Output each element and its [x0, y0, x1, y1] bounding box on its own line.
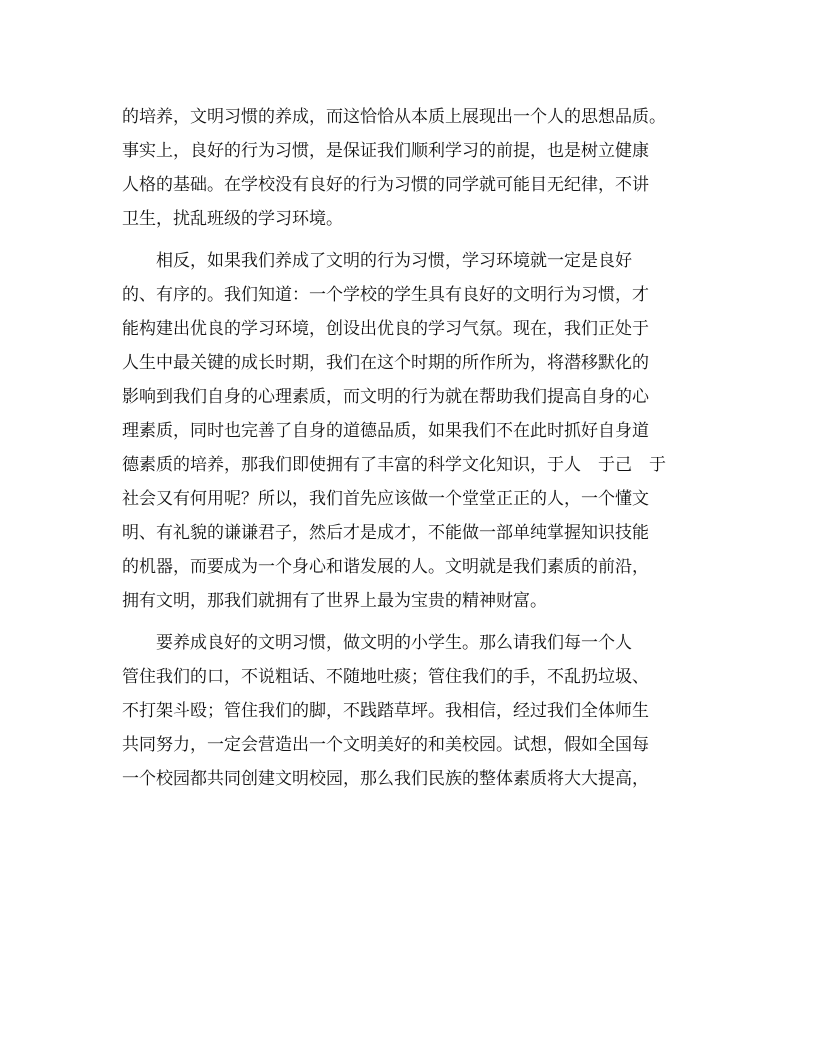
paragraph-spacer — [122, 618, 702, 626]
text-line: 社会又有何用呢？所以，我们首先应该做一个堂堂正正的人，一个懂文 — [122, 489, 649, 509]
text-line: 不打架斗殴；管住我们的脚，不践踏草坪。我相信，经过我们全体师生 — [122, 701, 649, 721]
text-line: 明、有礼貌的谦谦君子，然后才是成才，不能做一部单纯掌握知识技能 — [122, 523, 649, 543]
text-line: 影响到我们自身的心理素质，而文明的行为就在帮助我们提高自身的心 — [122, 387, 649, 407]
text-line: 能构建出优良的学习环境，创设出优良的学习气氛。现在，我们正处于 — [122, 319, 649, 339]
paragraph-2 — [122, 244, 702, 618]
text-line: 管住我们的口，不说粗话、不随地吐痰；管住我们的手，不乱扔垃圾、 — [122, 667, 649, 687]
text-line: 卫生，扰乱班级的学习环境。 — [122, 209, 343, 229]
text-line: 要养成良好的文明习惯，做文明的小学生。那么请我们每一个人 — [122, 633, 632, 653]
text-line: 的培养，文明习惯的养成，而这恰恰从本质上展现出一个人的思想品质。 — [122, 107, 666, 127]
text-line: 人格的基础。在学校没有良好的行为习惯的同学就可能目无纪律，不讲 — [122, 175, 649, 195]
text-line: 拥有文明，那我们就拥有了世界上最为宝贵的精神财富。 — [122, 591, 547, 611]
text-line: 理素质，同时也完善了自身的道德品质，如果我们不在此时抓好自身道 — [122, 421, 649, 441]
text-line: 人生中最关键的成长时期，我们在这个时期的所作所为，将潜移默化的 — [122, 353, 649, 373]
text-line: 一个校园都共同创建文明校园，那么我们民族的整体素质将大大提高， — [122, 769, 649, 789]
text-line: 德素质的培养，那我们即使拥有了丰富的科学文化知识，于人 于己 于 — [122, 455, 666, 475]
text-line: 相反，如果我们养成了文明的行为习惯，学习环境就一定是良好 — [122, 251, 632, 271]
document-body — [122, 100, 702, 796]
paragraph-3 — [122, 626, 702, 796]
text-line: 的机器，而要成为一个身心和谐发展的人。文明就是我们素质的前沿， — [122, 557, 649, 577]
paragraph-spacer — [122, 236, 702, 244]
text-line: 的、有序的。我们知道：一个学校的学生具有良好的文明行为习惯，才 — [122, 285, 649, 305]
text-line: 共同努力，一定会营造出一个文明美好的和美校园。试想，假如全国每 — [122, 735, 649, 755]
paragraph-1 — [122, 100, 702, 236]
text-line: 事实上，良好的行为习惯，是保证我们顺利学习的前提，也是树立健康 — [122, 141, 649, 161]
